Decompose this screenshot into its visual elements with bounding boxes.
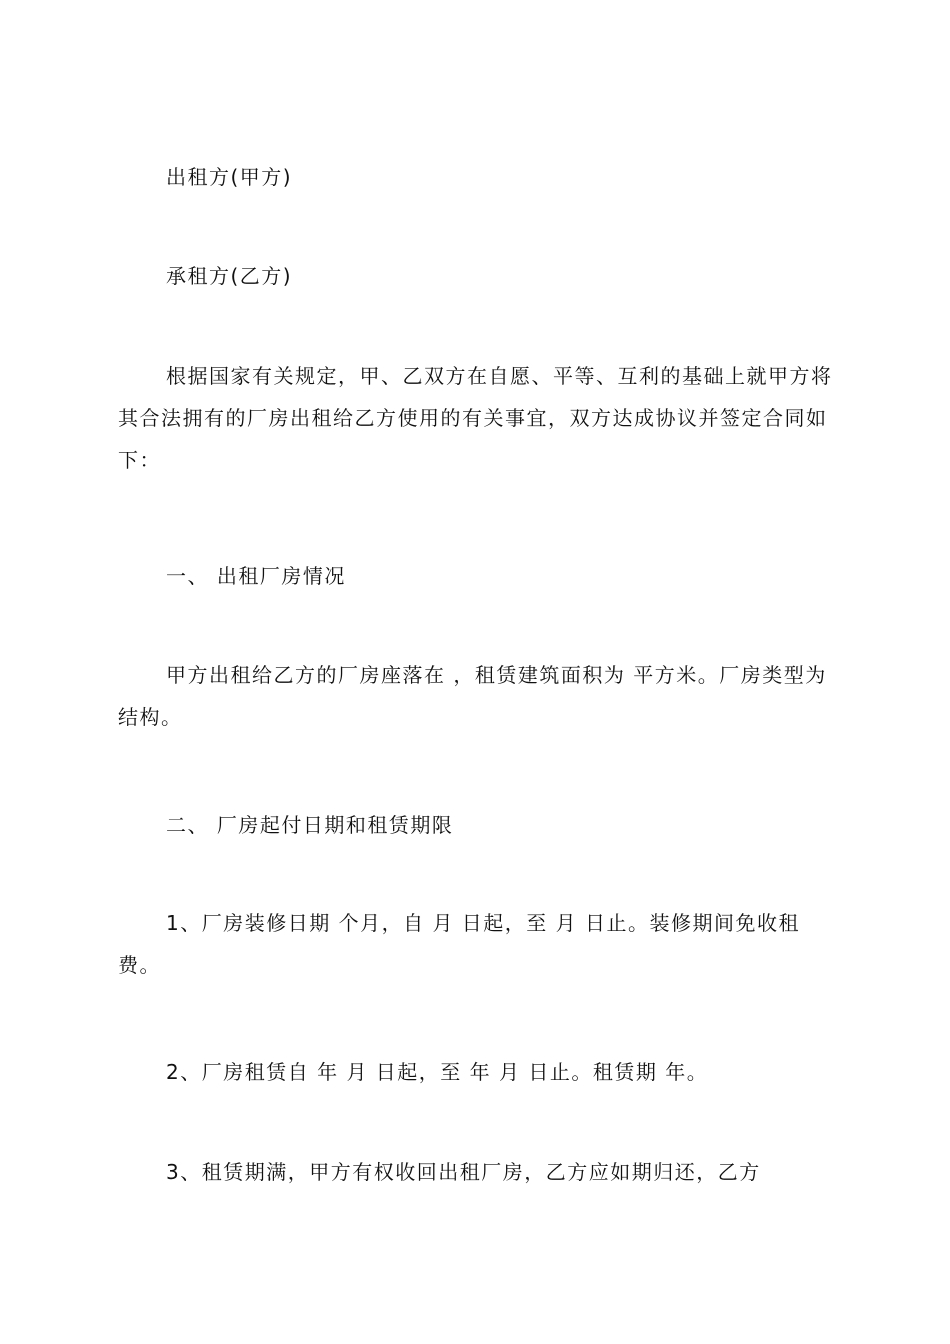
lessor-party-line: 出租方(甲方) <box>166 165 293 189</box>
clause-1-paragraph: 1、厂房装修日期 个月，自 月 日起，至 月 日止。装修期间免收租费。 <box>118 911 801 977</box>
clause-3-paragraph: 3、租赁期满，甲方有权收回出租厂房，乙方应如期归还，乙方 <box>166 1160 761 1184</box>
factory-description-paragraph: 甲方出租给乙方的厂房座落在 ，租赁建筑面积为 平方米。厂房类型为 结构。 <box>118 663 827 729</box>
section-heading-1: 一、 出租厂房情况 <box>166 564 346 588</box>
section-heading-2: 二、 厂房起付日期和租赁期限 <box>166 813 454 837</box>
clause-2-paragraph: 2、厂房租赁自 年 月 日起，至 年 月 日止。租赁期 年。 <box>166 1060 709 1084</box>
lessee-party-line: 承租方(乙方) <box>166 264 293 288</box>
preamble-paragraph: 根据国家有关规定，甲、乙双方在自愿、平等、互利的基础上就甲方将其合法拥有的厂房出租给乙方使用的有关事宜，双方达成协议并签定合同如下： <box>118 364 833 472</box>
